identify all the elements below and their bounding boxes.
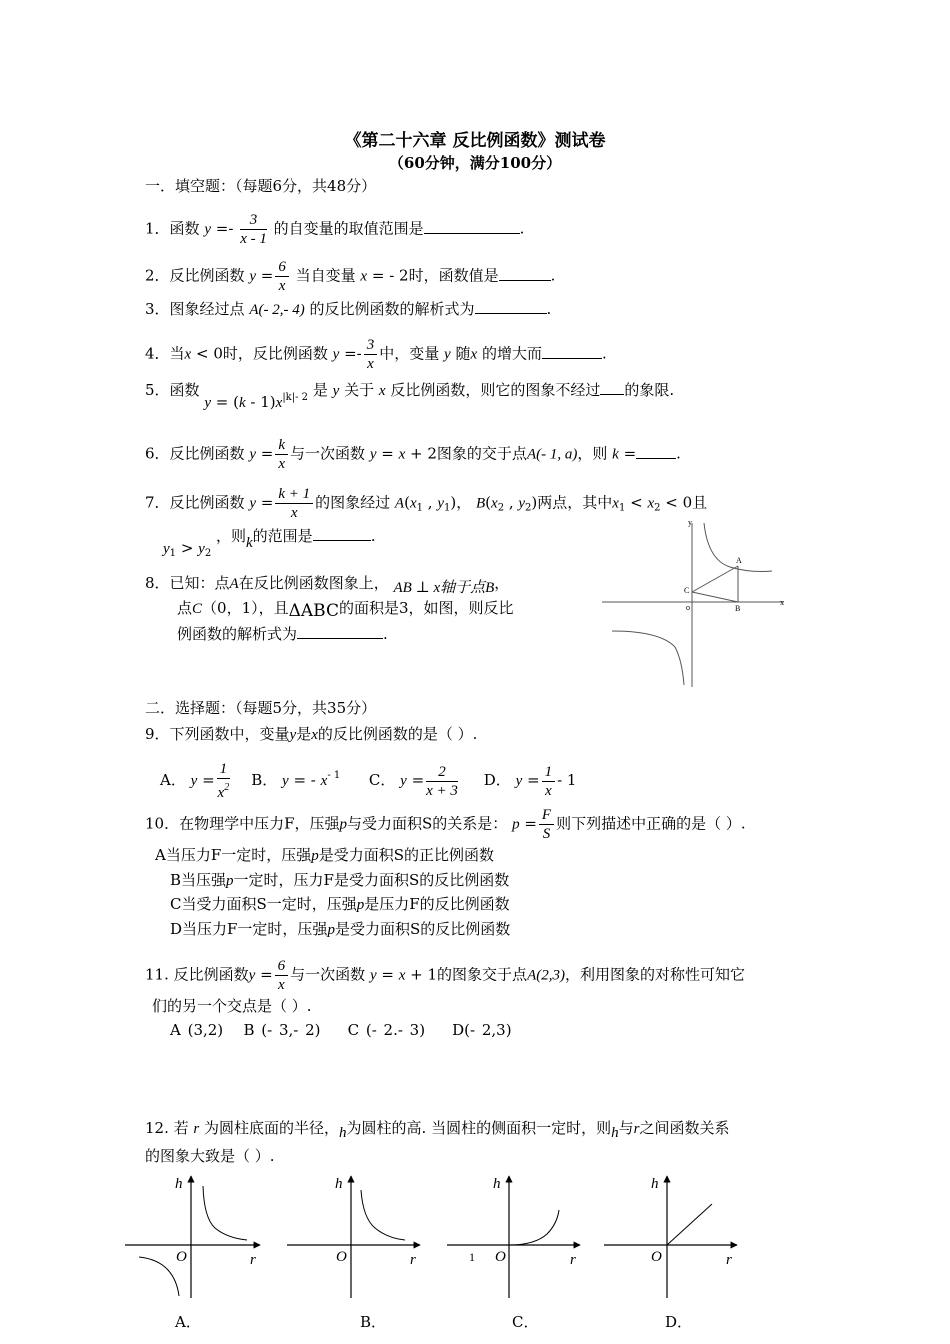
q12-graph-c (445, 1172, 585, 1302)
question-7: 7．反比例函数 y = $\frac{k + 1}{x}$ 的图象经过 $A(x_1$ , $y_1$)， $B(x_2$ , $y_2$)两点，其中$x_1 < x_2 < 0$且 (145, 486, 708, 521)
q12-graph-d (602, 1172, 742, 1302)
question-6: 6．反比例函数 y = $\frac{k}{x}$ 与一次函数 y = x + 2图象的交于点A(- 1, a)，则 k = . (145, 437, 681, 472)
question-9-options: A． y = $\frac{1}{x^2}$ B． y = - $x^{- 1}$ C． y = $\frac{2}{x + 3}$ D． y = $\frac{1}{x}$ - 1 (160, 761, 577, 801)
question-4: 4．当x < 0时，反比例函数 y =- $\frac{3}{x}$ 中，变量 y 随x 的增大而 . (145, 337, 607, 372)
svg-text:r: r (250, 1252, 256, 1268)
q11-option-a: A (3,2) (170, 1021, 224, 1039)
q8-point-b-label: B (735, 604, 741, 613)
q8-graph (600, 515, 790, 690)
q10-option-c: C当受力面积S一定时，压强p是压力F的反比例函数 (170, 895, 510, 913)
svg-text:h: h (175, 1176, 183, 1192)
q8-point-a-label: A (736, 556, 742, 565)
q8-y-label: y (688, 518, 692, 527)
q8-origin-label: o (686, 603, 690, 612)
question-8-line-2: 点C（0，1），且ΔABC的面积是3，如图，则反比 (177, 599, 514, 621)
svg-text:O: O (495, 1249, 506, 1265)
svg-text:O: O (336, 1249, 347, 1265)
svg-text:O: O (651, 1249, 662, 1265)
svg-text:O: O (176, 1249, 187, 1265)
svg-text:r: r (726, 1252, 732, 1268)
section-2-heading: 二．选择题：（每题5分，共35分） (145, 699, 377, 717)
page-subtitle: （60分钟，满分100分） (388, 154, 562, 172)
q12-caption-a: A． (175, 1313, 201, 1331)
q9-option-d: D． (483, 771, 511, 789)
svg-text:r: r (410, 1252, 416, 1268)
q8-x-label: x (780, 598, 784, 607)
question-8: 8．已知：点A在反比例函数图象上， AB ⊥ x轴于点B， (145, 574, 510, 596)
question-10: 10．在物理学中压力F，压强p与受力面积S的关系是： p = $\frac{F}{S}$ 则下列描述中正确的是（ ）. (145, 807, 746, 842)
question-9: 9．下列函数中，变量y是x的反比例函数的是（ ）. (145, 725, 478, 743)
q9-option-a: A． (160, 771, 186, 789)
question-3: 3．图象经过点 A(- 2,- 4) 的反比例函数的解析式为 . (145, 300, 552, 318)
question-2: 2．反比例函数 y = $\frac{6}{x}$ 当自变量 x = - 2时，函数值是 . (145, 259, 556, 294)
svg-text:h: h (335, 1176, 343, 1192)
question-5: 5．函数 $y = (k - 1)x^{|k|- 2}$ 是 y 关于 x 反比例函数，则它的图象不经过 的象限. (145, 381, 675, 411)
question-1: 1．函数 y =- $\frac{3}{x - 1}$ 的自变量的取值范围是 . (145, 212, 525, 247)
question-11-options (170, 1020, 512, 1040)
q9-option-c: C． (368, 771, 396, 789)
q8-point-c-label: C (684, 586, 690, 595)
q11-option-c: C (- 2.- 3) (347, 1021, 426, 1039)
section-1-heading: 一．填空题：（每题6分，共48分） (145, 177, 377, 195)
q10-option-d: D当压力F一定时，压强p是受力面积S的反比例函数 (170, 920, 511, 938)
q10-option-a: A当压力F一定时，压强p是受力面积S的正比例函数 (155, 846, 495, 864)
q11-option-b: B (- 3,- 2) (243, 1021, 321, 1039)
q8-curve-left (612, 631, 684, 685)
svg-text:1: 1 (469, 1250, 475, 1264)
svg-text:h: h (493, 1176, 501, 1192)
question-11-line-2: 们的另一个交点是（ ）. (152, 997, 312, 1015)
svg-text:h: h (651, 1176, 659, 1192)
q12-caption-b: B． (360, 1313, 387, 1331)
q12-graph-b (285, 1172, 425, 1302)
question-8-line-3: 例函数的解析式为 . (177, 625, 388, 643)
q10-option-b: B当压强p一定时，压力F是受力面积S的反比例函数 (170, 871, 510, 889)
page-title: 《第二十六章 反比例函数》测试卷 (344, 131, 606, 151)
question-12-line-2: 的图象大致是（ ）. (145, 1147, 275, 1165)
q11-option-d: D(- 2,3) (452, 1021, 512, 1039)
q12-caption-d: D． (665, 1313, 693, 1331)
svg-text:r: r (570, 1252, 576, 1268)
question-7-line-2: $y_1 > y_2$ ，则k的范围是 . (163, 527, 376, 559)
q9-option-b: B． (251, 771, 278, 789)
question-11: 11. 反比例函数y = $\frac{6}{x}$ 与一次函数 y = x + 1的图象交于点A(2,3)，利用图象的对称性可知它 (145, 958, 745, 993)
q12-graph-a (125, 1172, 265, 1302)
question-12: 12. 若 r 为圆柱底面的半径，h为圆柱的高. 当圆柱的侧面积一定时，则h与r之间函数关系 (145, 1119, 730, 1141)
q12-caption-c: C． (512, 1313, 539, 1331)
